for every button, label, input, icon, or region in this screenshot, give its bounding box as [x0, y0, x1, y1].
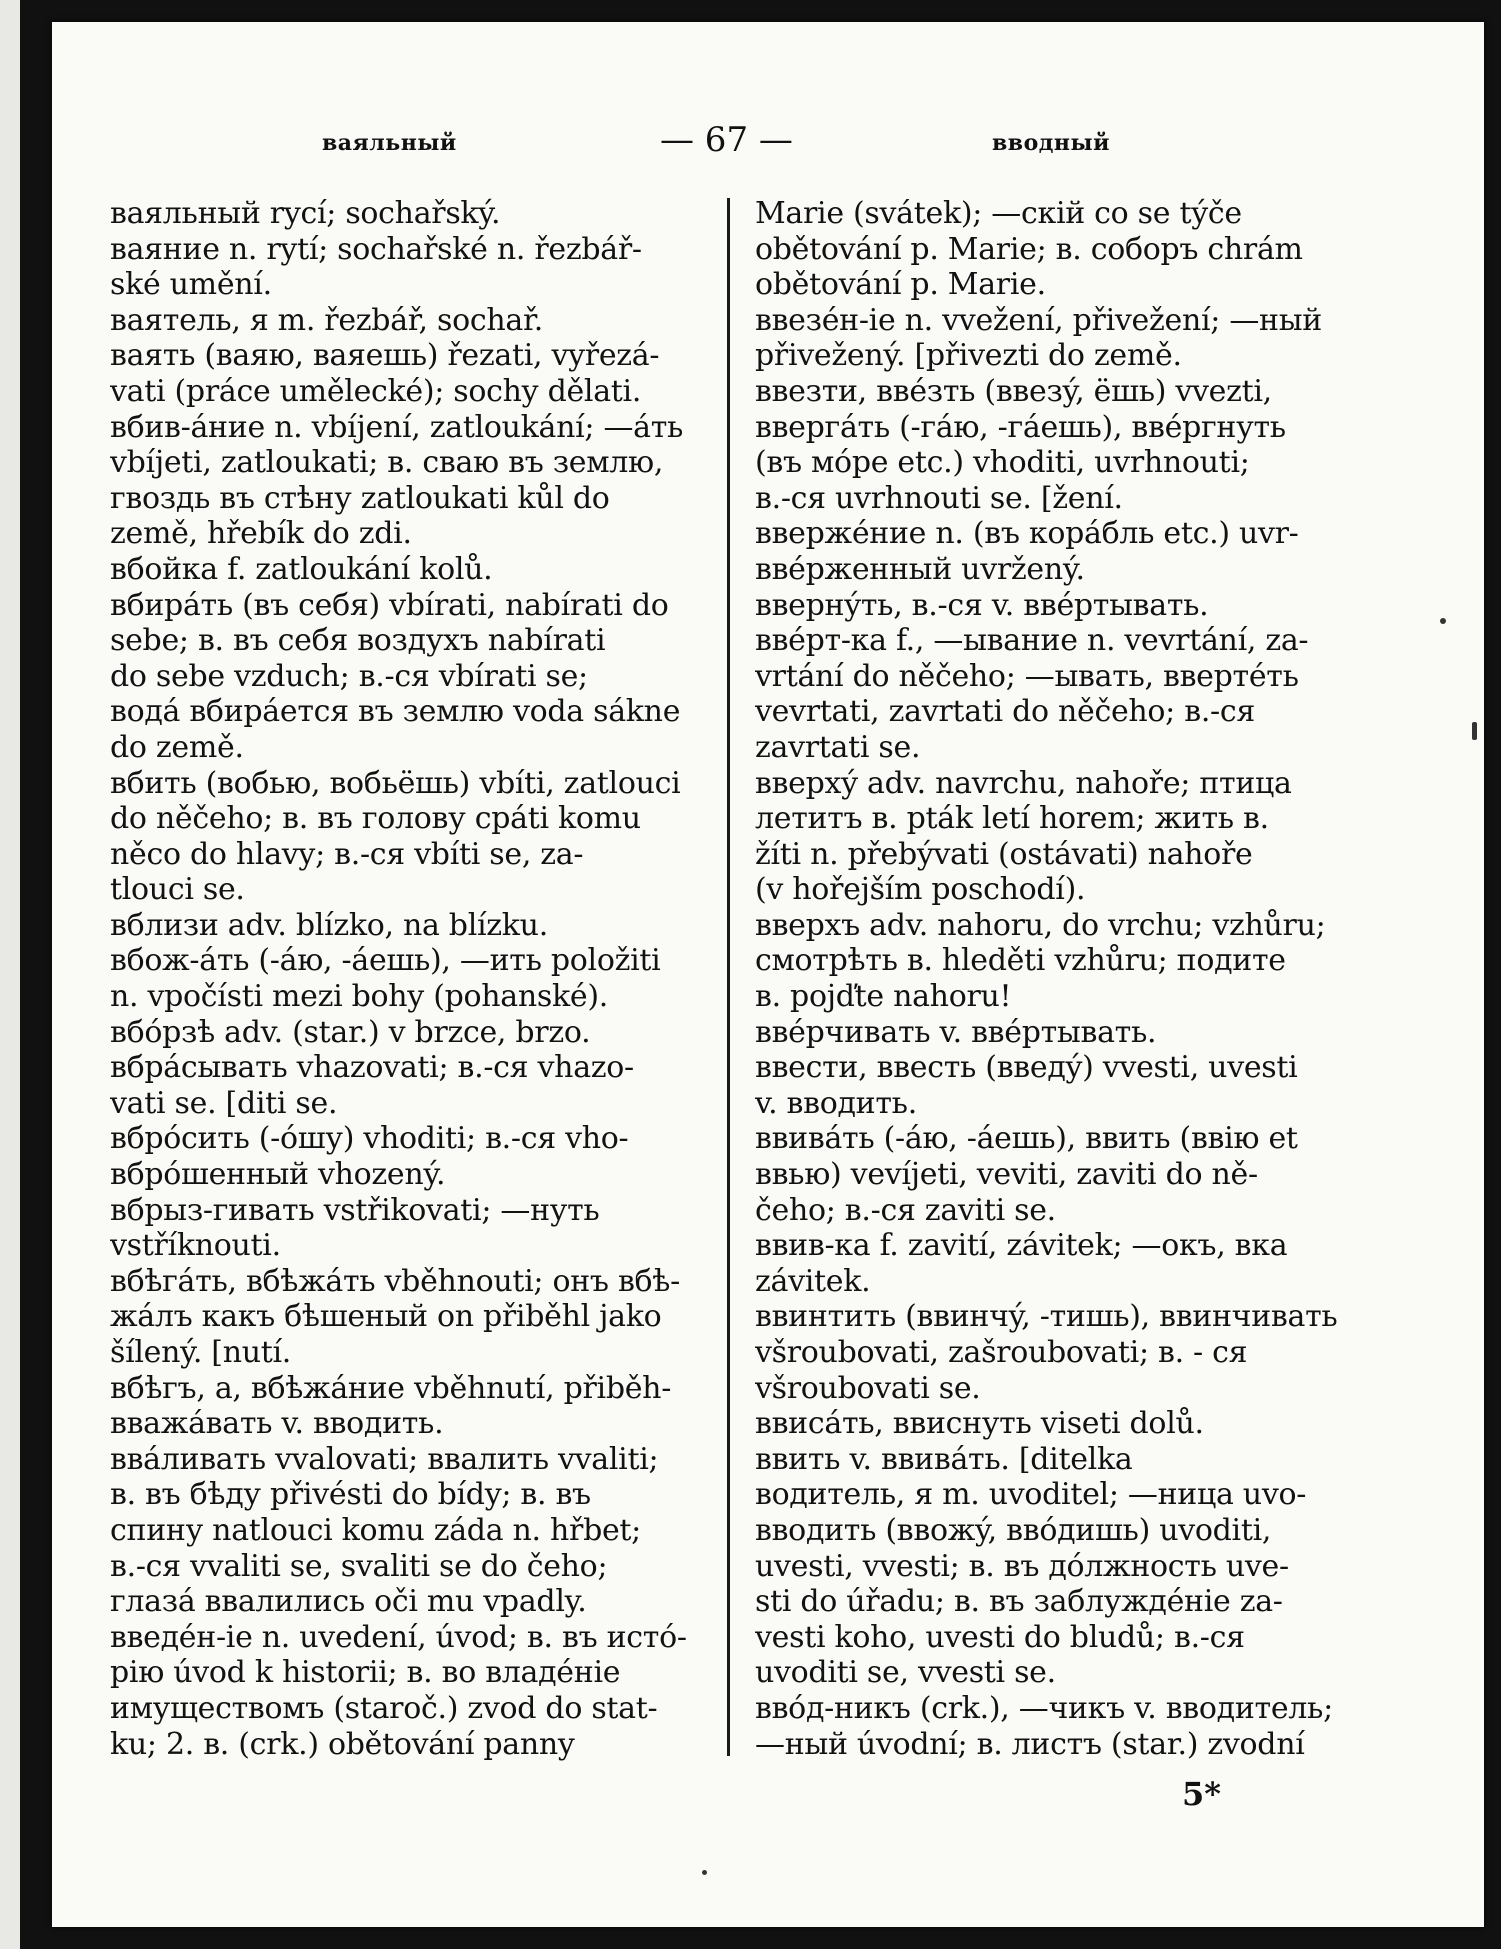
entry-line: в. въ бѣду přivésti do bídy; в. въ	[110, 1477, 591, 1513]
entry-line: ваять (ваяю, ваяешь) řezati, vyřezá-	[110, 338, 660, 374]
entry-line: vesti koho, uvesti do bludů; в.-ся	[755, 1619, 1245, 1655]
entry-line: ввисáть, ввиснуть viseti dolů.	[755, 1406, 1204, 1442]
entry-line: вважáвать v. вводить.	[110, 1406, 444, 1442]
entry-line: ku; 2. в. (crk.) obětování panny	[110, 1726, 575, 1762]
entry-line: ввéрженный uvržený.	[755, 551, 1085, 587]
entry-line: вводить (ввожý, ввóдишь) uvoditi,	[755, 1512, 1272, 1548]
entry-line: žíti n. přebývati (ostávati) nahoře	[755, 836, 1253, 872]
entry-line: uvesti, vvesti; в. въ дóлжность uve-	[755, 1548, 1289, 1584]
entry-line: všroubovati se.	[755, 1370, 981, 1406]
entry-line: вбирáть (въ себя) vbírati, nabírati do	[110, 587, 669, 623]
header-first-word: ваяльный	[322, 130, 457, 156]
entry-line: глазá ввалились oči mu vpadly.	[110, 1584, 587, 1620]
entry-line: вбóрзѣ adv. (star.) v brzce, brzo.	[110, 1014, 591, 1050]
entry-line: рію úvod k historii; в. во владéніе	[110, 1655, 621, 1691]
entry-line: ваяние n. rytí; sochařské n. řezbář-	[110, 231, 642, 267]
entry-line: vati (práce umělecké); sochy dělati.	[110, 373, 642, 409]
entry-line: obětování p. Marie; в. соборъ chrám	[755, 231, 1303, 267]
entry-line: ввержéние n. (въ корáбль etc.) uvr-	[755, 516, 1299, 552]
ink-speck	[1440, 618, 1446, 624]
entry-line: в.-ся uvrhnouti se. [žení.	[755, 480, 1123, 516]
header-last-word: вводный	[992, 130, 1110, 156]
entry-line: ввивáть (-áю, -áешь), ввить (ввію et	[755, 1121, 1298, 1157]
entry-line: вбож-áть (-áю, -áешь), —ить položiti	[110, 943, 661, 979]
left-column	[110, 196, 700, 1762]
entry-line: Marie (svátek); —скій co se týče	[755, 196, 1242, 231]
entry-line: в.-ся vvaliti se, svaliti se do čeho;	[110, 1548, 608, 1584]
entry-line: vstříknouti.	[110, 1228, 281, 1264]
entry-line: všroubovati, zašroubovati; в. - ся	[755, 1335, 1248, 1370]
entry-line: вбить (вобью, вобьёшь) vbíti, zatlouci	[110, 765, 681, 801]
entry-line: ввергáть (-гáю, -гáешь), ввéргнуть	[755, 409, 1286, 445]
entry-line: водá вбирáется въ землю voda sákne	[110, 694, 681, 730]
entry-line: v. вводить.	[755, 1085, 917, 1121]
page-number: — 67 —	[660, 120, 793, 160]
entry-line: ввéрт-ка f., —ывание n. vevrtání, za-	[755, 623, 1309, 659]
entry-line: смотрѣть в. hleděti vzhůru; подите	[755, 943, 1286, 979]
entry-line: гвоздь въ стѣну zatloukati kůl do	[110, 480, 610, 516]
entry-line: вбѣгáть, вбѣжáть vběhnouti; онъ вбѣ-	[110, 1263, 680, 1299]
entry-line: водитель, я m. uvoditel; —ница uvo-	[755, 1477, 1307, 1513]
entry-line: čeho; в.-ся zaviti se.	[755, 1192, 1056, 1228]
entry-line: ské umění.	[110, 267, 272, 303]
entry-line: vati se. [diti se.	[110, 1085, 338, 1121]
entry-line: (въ мóре etc.) vhoditi, uvrhnouti;	[755, 445, 1250, 481]
entry-line: ваяльный rycí; sochařský.	[110, 196, 501, 231]
entry-line: вбрыз-гивать vstřikovati; —нуть	[110, 1192, 600, 1228]
entry-line: вбив-áние n. vbíjení, zatloukání; —áть	[110, 409, 684, 445]
entry-line: ввернýть, в.-ся v. ввéртывать.	[755, 587, 1209, 623]
page-header	[110, 118, 1360, 168]
entry-line: летитъ в. pták letí horem; жить в.	[755, 801, 1269, 837]
entry-line: ввить v. ввивáть. [ditelka	[755, 1441, 1133, 1477]
entry-line: ввóд-никъ (crk.), —чикъ v. вводитель;	[755, 1690, 1333, 1726]
entry-line: obětování p. Marie.	[755, 267, 1046, 303]
entry-line: n. vpočísti mezi bohy (pohanské).	[110, 979, 608, 1015]
ink-speck	[1472, 722, 1477, 740]
column-divider	[727, 198, 730, 1756]
entry-line: —ный úvodní; в. листъ (star.) zvodní	[755, 1726, 1305, 1762]
entry-line: вбрóшенный vhozený.	[110, 1157, 446, 1193]
entry-line: sti do úřadu; в. въ заблуждéніе za-	[755, 1584, 1283, 1620]
entry-line: ввезти, ввéзть (ввезý, ёшь) vvezti,	[755, 373, 1272, 409]
entry-line: ввинтить (ввинчý, -тишь), ввинчивать	[755, 1299, 1338, 1335]
entry-line: вблизи adv. blízko, na blízku.	[110, 907, 548, 943]
entry-line: závitek.	[755, 1263, 871, 1299]
entry-line: имуществомъ (staroč.) zvod do stat-	[110, 1690, 658, 1726]
entry-line: вбѣгъ, а, вбѣжáние vběhnutí, přiběh-	[110, 1370, 672, 1406]
entry-line: ваятель, я m. řezbář, sochař.	[110, 302, 543, 338]
entry-line: přivežený. [přivezti do země.	[755, 338, 1182, 374]
entry-line: ввезéн-ie n. vvežení, přivežení; —ный	[755, 302, 1322, 338]
entry-line: vbíjeti, zatloukati; в. сваю въ землю,	[110, 445, 664, 481]
entry-line: něco do hlavy; в.-ся vbíti se, za-	[110, 836, 584, 872]
entry-line: ввáливать vvalovati; ввалить vvaliti;	[110, 1441, 659, 1477]
entry-line: вбрóсить (-óшу) vhoditi; в.-ся vho-	[110, 1121, 629, 1157]
entry-line: жáлъ какъ бѣшеный on přiběhl jako	[110, 1299, 662, 1335]
entry-line: šílený. [nutí.	[110, 1335, 292, 1370]
entry-line: ввéрчивать v. ввéртывать.	[755, 1014, 1157, 1050]
entry-line: do země.	[110, 729, 244, 765]
entry-line: спину natlouci komu záda n. hřbet;	[110, 1512, 641, 1548]
entry-line: введéн-ie n. uvedení, úvod; в. въ истó-	[110, 1619, 687, 1655]
entry-line: ввив-ка f. zavití, závitek; —окъ, вка	[755, 1228, 1288, 1264]
entry-line: вбрáсывать vhazovati; в.-ся vhazo-	[110, 1050, 634, 1086]
entry-line: вбойка f. zatloukání kolů.	[110, 551, 493, 587]
entry-line: vrtání do něčeho; —ывать, ввертéть	[755, 658, 1299, 694]
entry-line: vevrtati, zavrtati do něčeho; в.-ся	[755, 694, 1256, 730]
entry-line: zavrtati se.	[755, 729, 921, 765]
entry-line: (v hořejším poschodí).	[755, 872, 1086, 908]
entry-line: вверхъ adv. nahoru, do vrchu; vzhůru;	[755, 907, 1326, 943]
entry-line: sebe; в. въ себя воздухъ nabírati	[110, 623, 606, 659]
entry-line: tlouci se.	[110, 872, 245, 908]
entry-line: в. pojďte nahoru!	[755, 979, 1012, 1015]
entry-line: do něčeho; в. въ голову cpáti komu	[110, 801, 641, 837]
entry-line: do sebe vzduch; в.-ся vbírati se;	[110, 658, 588, 694]
entry-line: uvoditi se, vvesti se.	[755, 1655, 1056, 1691]
right-column	[755, 196, 1345, 1762]
entry-line: ввью) vevíjeti, veviti, zaviti do ně-	[755, 1157, 1258, 1193]
entry-line: ввести, ввесть (введý) vvesti, uvesti	[755, 1050, 1298, 1086]
entry-line: вверхý adv. navrchu, nahoře; птица	[755, 765, 1292, 801]
entry-line: země, hřebík do zdi.	[110, 516, 412, 552]
signature-mark: 5*	[1182, 1775, 1221, 1813]
ink-speck	[702, 1870, 707, 1875]
left-page-edge	[0, 0, 20, 1949]
